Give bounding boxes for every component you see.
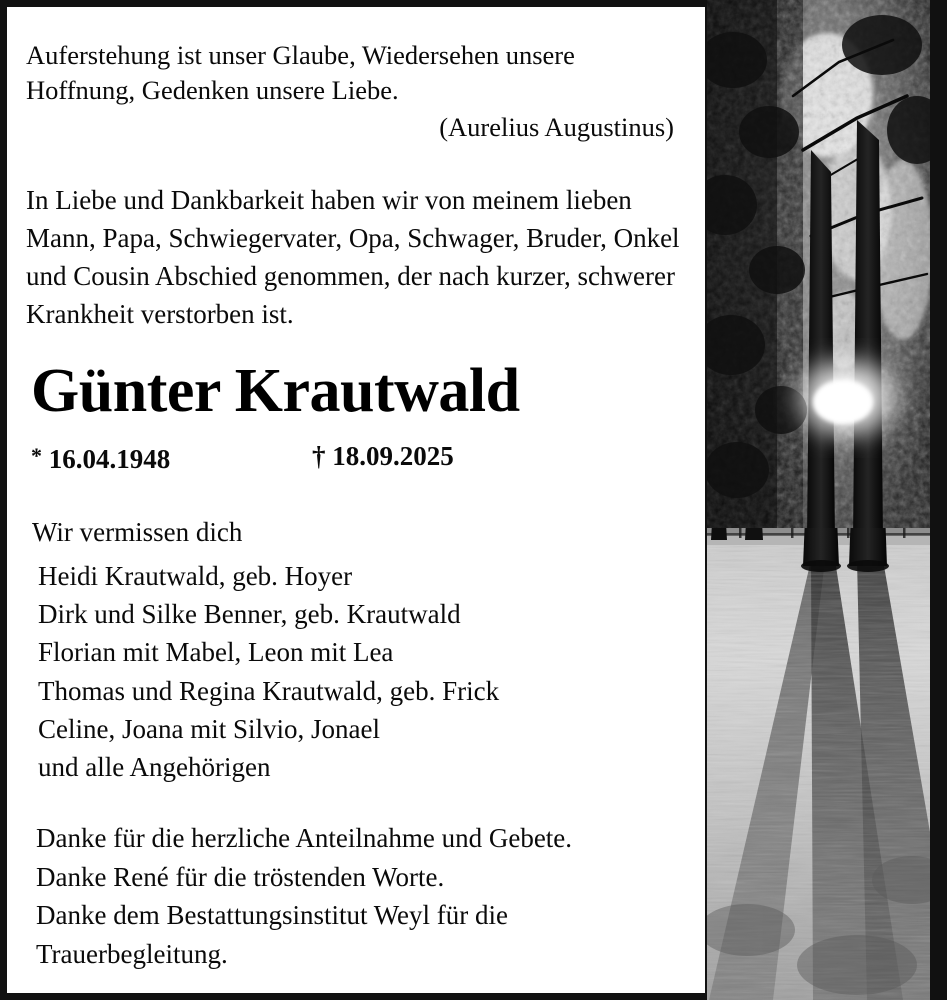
thanks-line: Danke dem Bestattungsinstitut Weyl für die bbox=[36, 900, 508, 930]
death-date: 18.09.2025 bbox=[332, 441, 454, 471]
thanks-line: Danke für die herzliche Anteilnahme und Gebete. bbox=[36, 823, 573, 853]
text-panel bbox=[7, 7, 705, 993]
thanks-line: Trauerbegleitung. bbox=[36, 938, 228, 969]
deceased-name: Günter Krautwald bbox=[31, 357, 520, 425]
death-date-group bbox=[312, 439, 454, 473]
death-cross-icon: † bbox=[312, 441, 326, 471]
quote-line-1: Auferstehung ist unser Glaube, Wiedersehen unsere bbox=[26, 40, 575, 70]
survivor-line: Dirk und Silke Benner, geb. Krautwald bbox=[38, 599, 461, 630]
survivor-line: Thomas und Regina Krautwald, geb. Frick bbox=[38, 675, 500, 706]
missing-line: Wir vermissen dich bbox=[32, 517, 243, 547]
quote-line-2: Hoffnung, Gedenken unsere Liebe. bbox=[26, 75, 399, 105]
epigraph-quote bbox=[26, 38, 686, 145]
survivor-line: Florian mit Mabel, Leon mit Lea bbox=[38, 637, 394, 668]
thanks-line: Danke René für die tröstenden Worte. bbox=[36, 861, 445, 892]
survivor-line: Heidi Krautwald, geb. Hoyer bbox=[38, 561, 353, 591]
announcement-paragraph: In Liebe und Dankbarkeit haben wir von meinem lieben Mann, Papa, Schwiegervater, Opa, Schwager, Bruder, Onkel und Cousin Abschied genommen, der nach kurzer, schwerer Krankheit verstorben ist. bbox=[26, 185, 680, 329]
thanks-paragraph bbox=[36, 819, 696, 973]
survivor-line: Celine, Joana mit Silvio, Jonael bbox=[38, 713, 380, 744]
quote-attribution: (Aurelius Augustinus) bbox=[439, 112, 674, 142]
memorial-photograph bbox=[707, 0, 930, 1000]
birth-star-icon: * bbox=[31, 443, 42, 468]
birth-date: 16.04.1948 bbox=[48, 444, 171, 474]
trees-with-shadows-image bbox=[707, 0, 930, 1000]
birth-date-group bbox=[31, 439, 170, 476]
survivors-list bbox=[38, 557, 678, 786]
survivor-line: und alle Angehörigen bbox=[38, 752, 271, 783]
